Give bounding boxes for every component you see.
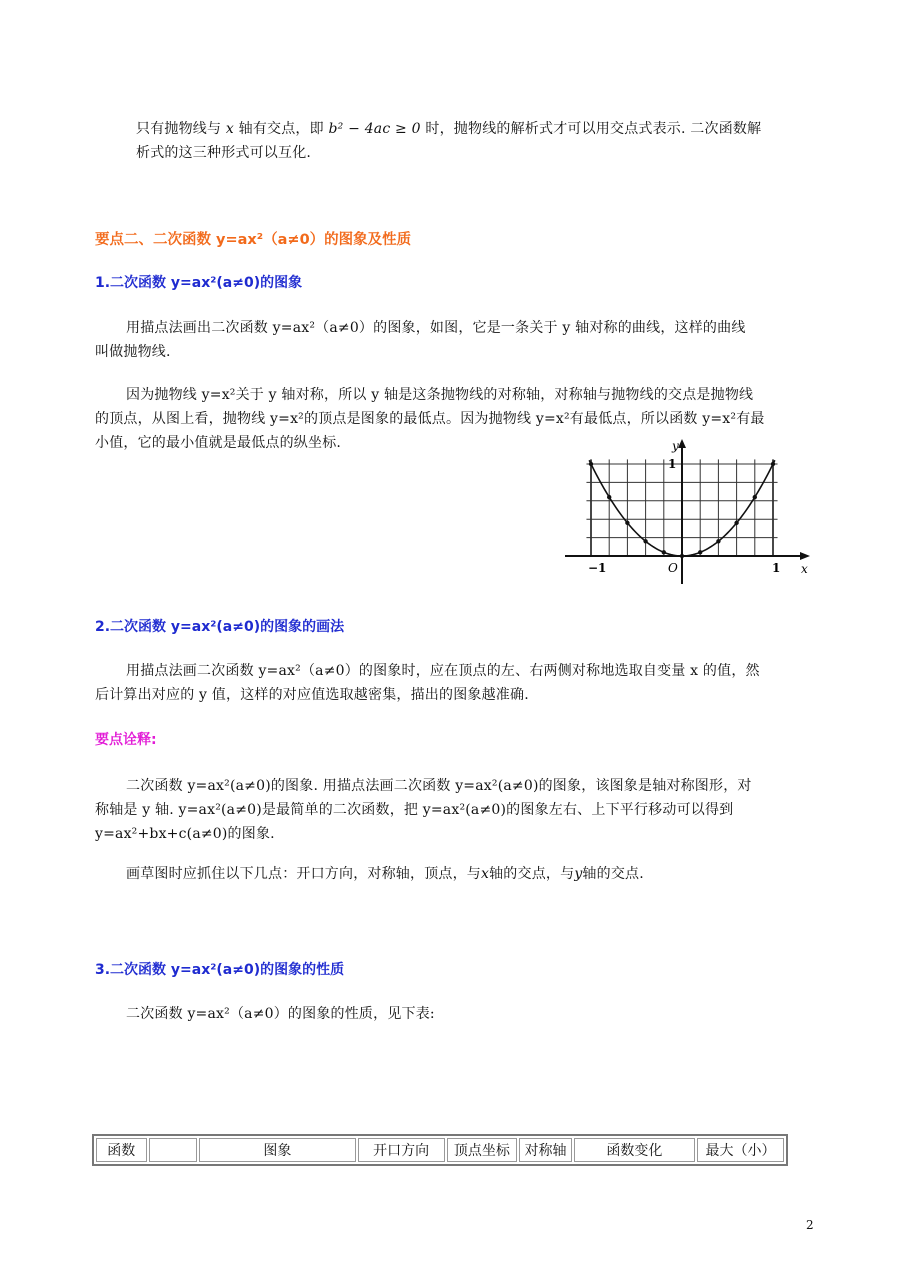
table-header-cell: 开口方向 [358,1138,445,1162]
data-point [771,462,775,466]
sub1-p1-line2: 叫做抛物线. [95,344,171,360]
tick-label-x-neg1: −1 [588,561,607,575]
table-header-cell: 最大（小） [697,1138,784,1162]
notes-p2-text-b: 轴的交点，与 [489,866,575,882]
notes-heading: 要点诠释: [95,732,157,748]
intro-text-c: 时，抛物线的解析式才可以用交点式表示. 二次函数解 [425,121,762,137]
table-header-cell [149,1138,198,1162]
table-header-row [96,1138,784,1162]
intro-line-2: 析式的这三种形式可以互化. [136,145,312,161]
y-axis-arrow [678,439,686,448]
subheading-1: 1.二次函数 y=ax²(a≠0)的图象 [95,275,303,291]
data-point [643,539,647,543]
data-point [662,550,666,554]
subheading-2: 2.二次函数 y=ax²(a≠0)的图象的画法 [95,619,345,635]
intro-line-1 [136,116,761,142]
tick-label-y-1: 1 [668,457,677,471]
tick-label-x-1: 1 [772,561,781,575]
data-point [589,462,593,466]
data-point [753,495,757,499]
intro-text-b: 轴有交点，即 [238,121,324,137]
x-axis-label: x [801,562,808,576]
page-number: 2 [806,1218,814,1232]
sub2-p-line2: 后计算出对应的 y 值，这样的对应值选取越密集，描出的图象越准确. [95,687,529,703]
subheading-3: 3.二次函数 y=ax²(a≠0)的图象的性质 [95,962,345,978]
notes-p2-x-var: x [481,866,490,882]
table-header-cell: 对称轴 [519,1138,572,1162]
data-point [716,539,720,543]
notes-p1-line3: y=ax²+bx+c(a≠0)的图象. [95,826,275,842]
notes-p2 [126,861,644,887]
notes-p2-text-c: 轴的交点. [582,866,644,882]
sub3-p: 二次函数 y=ax²（a≠0）的图象的性质，见下表: [126,1006,435,1022]
table-header-cell: 函数变化 [574,1138,695,1162]
section-heading: 要点二、二次函数 y=ax²（a≠0）的图象及性质 [95,232,412,248]
properties-table [92,1134,788,1166]
intro-x-var: x [225,121,234,137]
table-header-cell: 顶点坐标 [447,1138,518,1162]
data-point [734,521,738,525]
notes-p1-line2: 称轴是 y 轴. y=ax²(a≠0)是最简单的二次函数，把 y=ax²(a≠0)的图象左右、上下平行移动可以得到 [95,802,734,818]
sub2-p-line1: 用描点法画二次函数 y=ax²（a≠0）的图象时，应在顶点的左、右两侧对称地选取自变量 x 的值，然 [126,663,760,679]
parabola-graph [560,436,815,590]
discriminant-expression: b² − 4ac ≥ 0 [328,121,421,137]
origin-label: O [668,561,678,575]
intro-text-a: 只有抛物线与 [136,121,222,137]
table-header-cell: 图象 [199,1138,356,1162]
sub1-p2-line1: 因为抛物线 y=x²关于 y 轴对称，所以 y 轴是这条抛物线的对称轴，对称轴与抛物线的交点是抛物线 [126,387,754,403]
sub1-p2-line3: 小值，它的最小值就是最低点的纵坐标. [95,435,342,451]
data-point [680,554,684,558]
notes-p1-line1: 二次函数 y=ax²(a≠0)的图象. 用描点法画二次函数 y=ax²(a≠0)的图象，该图象是轴对称图形，对 [126,778,752,794]
sub1-p1-line1: 用描点法画出二次函数 y=ax²（a≠0）的图象，如图，它是一条关于 y 轴对称的曲线，这样的曲线 [126,320,746,336]
sub1-p2-line2: 的顶点，从图上看，抛物线 y=x²的顶点是图象的最低点。因为抛物线 y=x²有最低点，所以函数 y=x²有最 [95,411,765,427]
y-axis-label: y [672,439,679,453]
data-point [607,495,611,499]
table-header-cell: 函数 [96,1138,147,1162]
data-point [698,550,702,554]
notes-p2-text-a: 画草图时应抓住以下几点：开口方向，对称轴，顶点，与 [126,866,481,882]
notes-p2-y-var: y [574,866,583,882]
x-axis-arrow [800,552,810,560]
data-point [625,521,629,525]
